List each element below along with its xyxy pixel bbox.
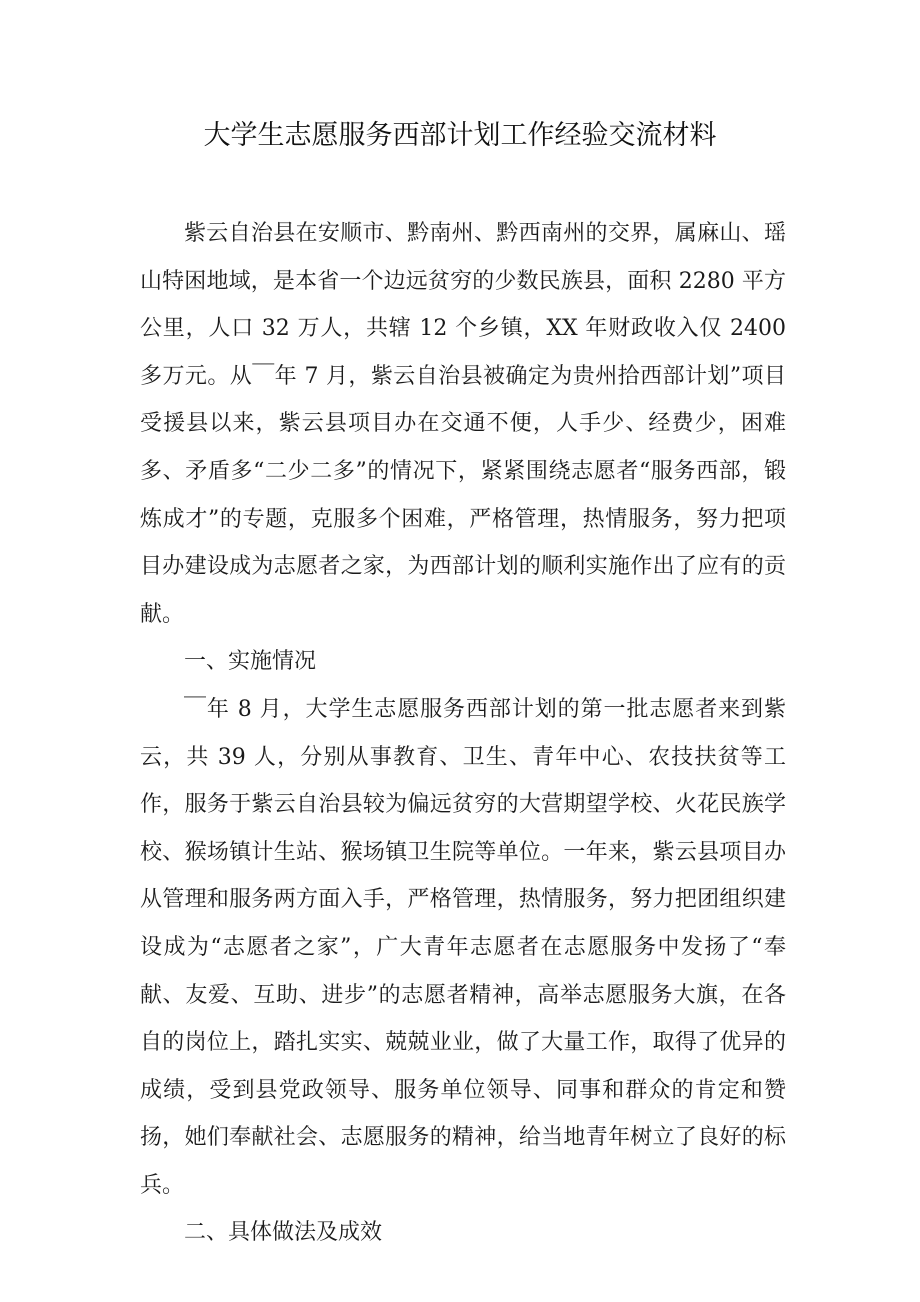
- document-title: 大学生志愿服务西部计划工作经验交流材料: [203, 120, 717, 151]
- intro-paragraph: 紫云自治县在安顺市、黔南州、黔西南州的交界，属麻山、瑶山特困地域，是本省一个边远贫穷的少数民族县，面积 2280 平方公里，人口 32 万人，共辖 12 个乡镇，XX 年财政收入仅 2400 多万元。从￣年 7 月，紫云自治县被确定为贵州拾西部计划”项目受援县以来，紫云县项目办在交通不便，人手少、经费少，困难多、矛盾多“二少二多”的情况下，紧紧围绕志愿者“服务西部，锻炼成才”的专题，克服多个困难，严格管理，热情服务，努力把项目办建设成为志愿者之家，为西部计划的顺利实施作出了应有的贡献。: [140, 221, 786, 627]
- section-heading-methods: 二、具体做法及成效: [184, 1220, 383, 1246]
- document-body: [140, 210, 786, 1257]
- section-heading-implementation: 一、实施情况: [184, 649, 317, 675]
- implementation-paragraph: ￣年 8 月，大学生志愿服务西部计划的第一批志愿者来到紫云，共 39 人，分别从事教育、卫生、青年中心、农技扶贫等工作，服务于紫云自治县较为偏远贫穷的大营期望学校、火花民族学校、猴场镇计生站、猴场镇卫生院等单位。一年来，紫云县项目办从管理和服务两方面入手，严格管理，热情服务，努力把团组织建设成为“志愿者之家”，广大青年志愿者在志愿服务中发扬了“奉献、友爱、互助、进步”的志愿者精神，高举志愿服务大旗，在各自的岗位上，踏扎实实、兢兢业业，做了大量工作，取得了优异的成绩，受到县党政领导、服务单位领导、同事和群众的肯定和赞扬，她们奉献社会、志愿服务的精神，给当地青年树立了良好的标兵。: [140, 696, 786, 1198]
